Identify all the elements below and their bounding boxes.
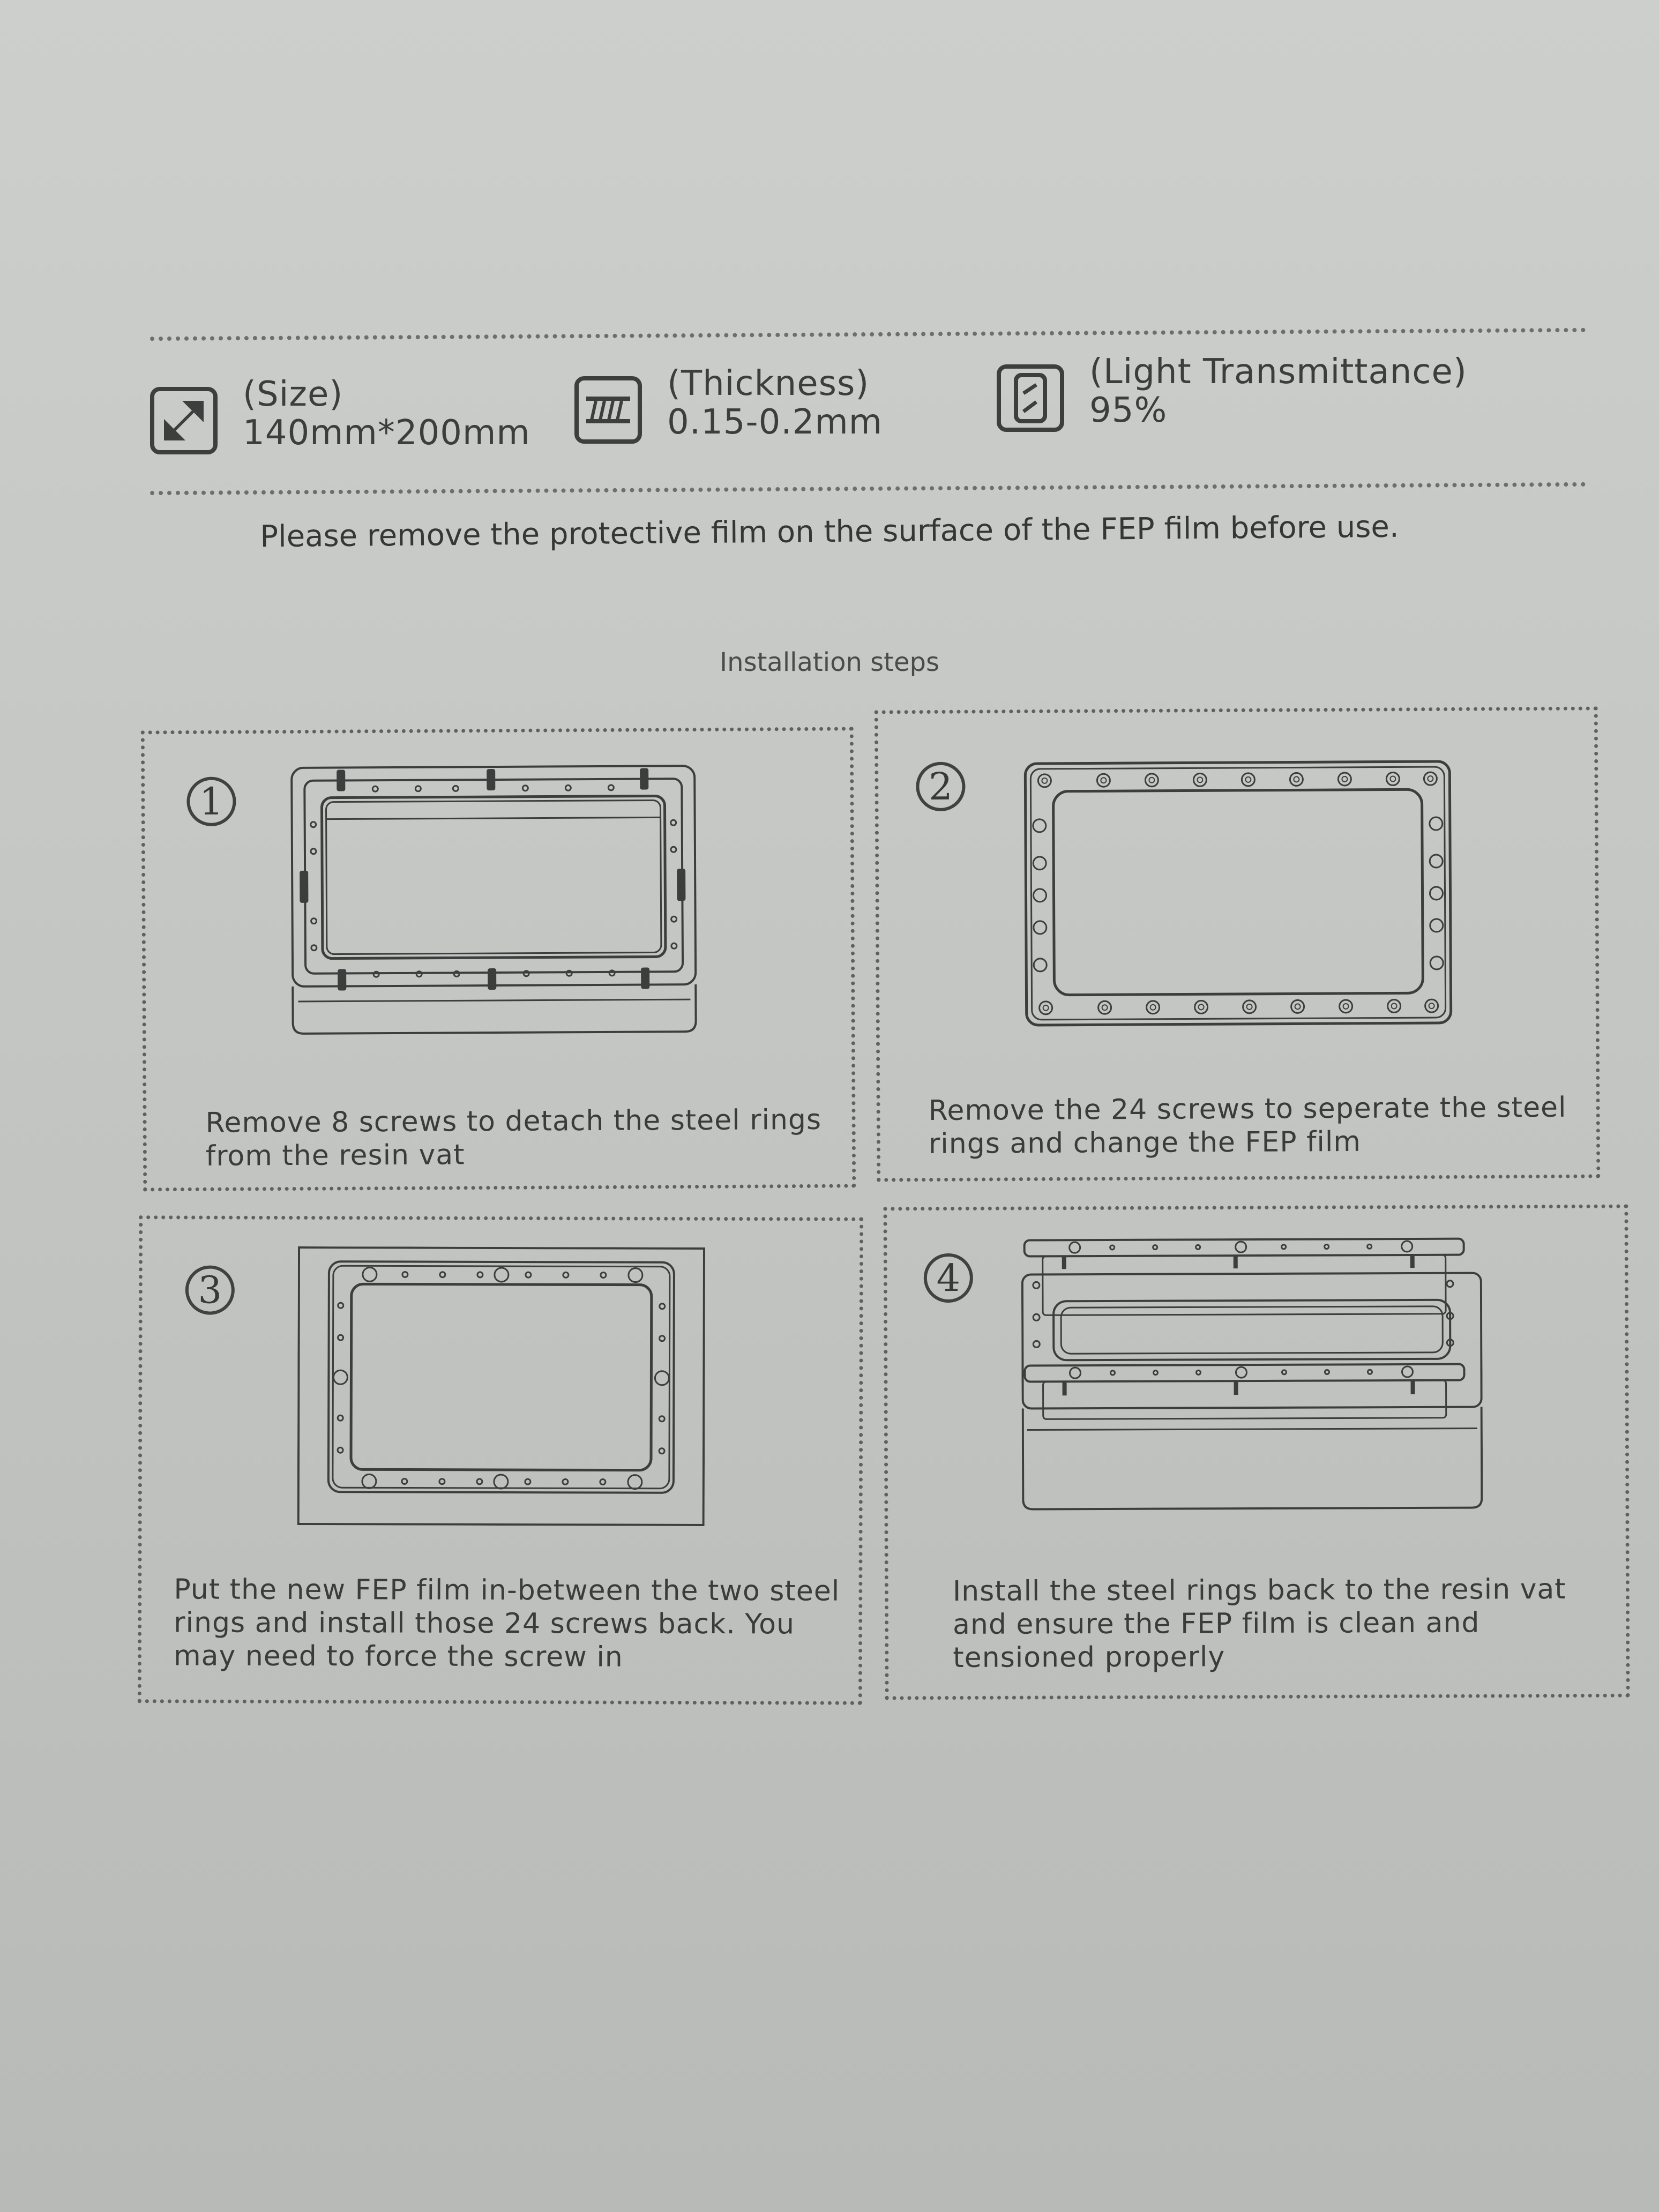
spec-size-value: 140mm*200mm <box>243 413 530 453</box>
step-4-description <box>953 1573 1566 1675</box>
step-2-line-2: rings and change the FEP film <box>928 1125 1362 1161</box>
step-4-line-2: and ensure the FEP film is clean and <box>953 1606 1480 1641</box>
spec-top-divider <box>150 328 1586 341</box>
step-4-panel <box>883 1205 1630 1700</box>
step-2-steel-ring-illustration <box>1023 759 1453 1029</box>
step-2-number: 2 <box>916 762 965 811</box>
step-1-line-1: Remove 8 screws to detach the steel rings <box>205 1103 822 1139</box>
step-3-line-2: rings and install those 24 screws back. You <box>174 1606 795 1641</box>
spec-thickness-value: 0.15-0.2mm <box>667 402 883 442</box>
step-3-number: 3 <box>185 1265 235 1314</box>
spec-light-transmittance-value: 95% <box>1089 391 1168 430</box>
spec-size-label: (Size) <box>243 375 343 414</box>
step-3-fep-film-illustration <box>297 1246 705 1526</box>
spec-thickness-label: (Thickness) <box>667 364 870 403</box>
installation-steps-title: Installation steps <box>720 647 939 677</box>
step-4-line-3: tensioned properly <box>953 1641 1225 1674</box>
spec-bottom-divider <box>150 482 1586 495</box>
step-1-panel <box>141 727 856 1192</box>
step-3-panel <box>138 1215 863 1705</box>
step-3-line-1: Put the new FEP film in-between the two steel <box>174 1573 840 1608</box>
protective-film-notice: Please remove the protective film on the surface of the FEP film before use. <box>260 509 1399 555</box>
step-4-line-1: Install the steel rings back to the resin vat <box>952 1573 1566 1608</box>
size-arrows-icon <box>149 386 219 455</box>
spec-light-transmittance-label: (Light Transmittance) <box>1089 352 1467 392</box>
thickness-icon <box>573 375 643 445</box>
step-2-description <box>928 1091 1567 1161</box>
step-4-number: 4 <box>924 1253 973 1303</box>
step-3-line-3: may need to force the screw in <box>173 1640 623 1673</box>
light-transmittance-icon <box>996 363 1065 433</box>
step-1-description <box>205 1103 821 1173</box>
step-2-panel <box>875 706 1601 1182</box>
step-2-line-1: Remove the 24 screws to seperate the steel <box>928 1091 1567 1127</box>
step-1-resin-vat-illustration <box>289 764 698 1044</box>
step-3-description <box>174 1573 840 1674</box>
step-1-number: 1 <box>186 777 236 826</box>
step-4-assembly-illustration <box>1021 1236 1483 1516</box>
step-1-line-2: from the resin vat <box>205 1139 465 1172</box>
